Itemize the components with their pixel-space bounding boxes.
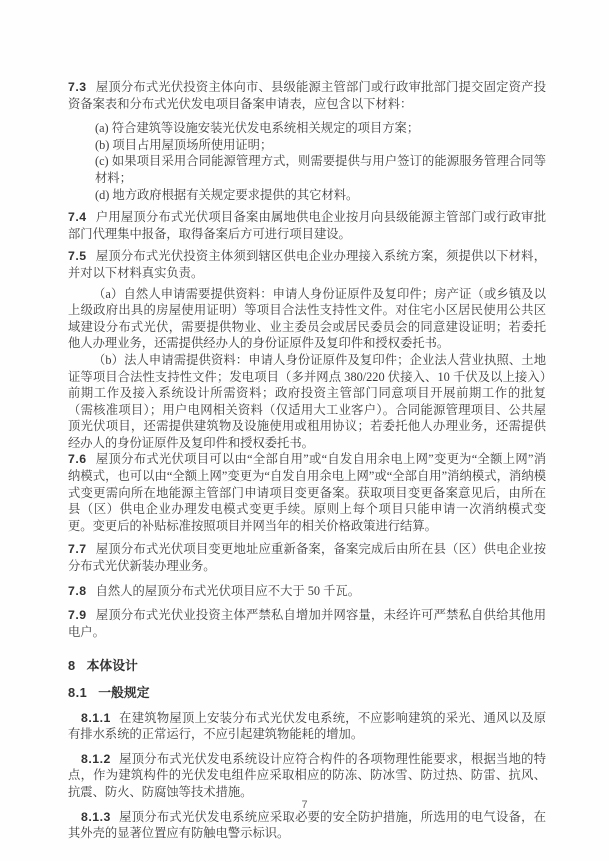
clause-7-9-text: 屋顶分布式光伏业投资主体严禁私自增加并网容量，未经许可严禁私自供给其他用电户。 <box>68 608 546 639</box>
clause-7-8-text: 自然人的屋顶分布式光伏项目应不大于 50 千瓦。 <box>95 583 360 598</box>
section-heading-8 <box>68 658 546 675</box>
list-item-d: (d) 地方政府根据有关规定要求提供的其它材料。 <box>95 187 359 202</box>
list-item-a: (a) 符合建筑等设施安装光伏发电系统相关规定的项目方案； <box>95 121 420 136</box>
clause-8-1-1-text: 在建筑物屋顶上安装分布式光伏发电系统，不应影响建筑的采光、通风以及原有排水系统的正常运行，不应引起建筑物能耗的增加。 <box>68 710 546 742</box>
section-8-1-title: 一般规定 <box>98 685 150 700</box>
clause-7-5 <box>68 248 546 281</box>
clause-7-4-number: 7.4 <box>68 210 87 225</box>
clause-8-1-2-number: 8.1.2 <box>81 751 111 766</box>
section-heading-8-1 <box>68 685 546 702</box>
list-item-b: (b) 项目占用屋顶场所使用证明； <box>95 137 273 152</box>
clause-7-3-text: 屋顶分布式光伏投资主体向市、县级能源主管部门或行政审批部门提交固定资产投资备案表和分布式光伏发电项目备案申请表，应包含以下材料： <box>68 80 546 111</box>
clause-7-5-number: 7.5 <box>68 249 87 264</box>
clause-8-1-2-text: 屋顶分布式光伏发电系统设计应符合构件的各项物理性能要求，根据当地的特点，作为建筑构件的光伏发电组件应采取相应的防冻、防冰雪、防过热、防雷、抗风、抗震、防火、防腐蚀等技术措施。 <box>68 751 546 799</box>
section-8-1-number: 8.1 <box>68 685 88 700</box>
clause-7-4-text: 户用屋顶分布式光伏项目备案由属地供电企业按月向县级能源主管部门或行政审批部门代理集中报备，取得备案后方可进行项目建设。 <box>68 210 546 241</box>
clause-8-1-1-number: 8.1.1 <box>81 710 111 725</box>
clause-7-9 <box>68 607 546 640</box>
clause-7-7-text: 屋顶分布式光伏项目变更地址应重新备案，备案完成后由所在县（区）供电企业按分布式光伏新装办理业务。 <box>68 542 546 574</box>
clause-7-6-number: 7.6 <box>68 452 87 467</box>
clause-8-1-1 <box>68 710 546 743</box>
clause-7-3 <box>68 79 546 112</box>
clause-8-1-2 <box>68 751 546 801</box>
section-8-title: 本体设计 <box>86 658 138 674</box>
clause-7-6-text: 屋顶分布式光伏项目可以由“全部自用”或“自发自用余电上网”变更为“全额上网”消纳模式，也可以由“全额上网”变更为“自发自用余电上网”或“全部自用”消纳模式，消纳模式变更需向所在地能源主管部门申请项目变更备案。获取项目变更备案意见后，由所在县（区）供电企业办理发电模式变更手续。原则上每个项目只能申请一次消纳模式变更。变更后的补贴标准按照项目并网当年的相关价格政策进行结算。 <box>68 452 546 533</box>
page-number: 7 <box>301 799 308 811</box>
list-item-c: (c) 如果项目采用合同能源管理方式，则需要提供与用户签订的能源服务管理合同等材料； <box>95 154 546 185</box>
paragraph-legal-person: （b）法人申请需提供资料：申请人身份证原件及复印件；企业法人营业执照、土地证等项目合法性支持性文件；发电项目（多并网点 380/220 伏接入、10 千伏及以上接入）前期工作及接入系统设计所需资料；政府投资主管部门同意项目开展前期工作的批复（需核准项目）；用户电网相关资料（仅适用大工业客户）。合同能源管理项目、公共屋顶光伏项目，还需提供建筑物及设施使用或租用协议；若委托他人办理业务，还需提供经办人的身份证原件及复印件和授权委托书。 <box>68 352 546 450</box>
clause-7-9-number: 7.9 <box>68 608 87 623</box>
paragraph-natural-person: （a）自然人申请需要提供资料：申请人身份证原件及复印件；房产证（或乡镇及以上级政府出具的房屋使用证明）等项目合法性支持性文件。对住宅小区居民使用公共区域建设分布式光伏，需要提供物业、业主委员会或居民委员会的同意建设证明；若委托他人办理业务，还需提供经办人的身份证原件及复印件和授权委托书。 <box>68 286 546 351</box>
clause-7-5-text: 屋顶分布式光伏投资主体须到辖区供电企业办理接入系统方案，须提供以下材料，并对以下材料真实负责。 <box>68 249 546 280</box>
section-8-number: 8 <box>68 658 76 674</box>
clause-7-8-number: 7.8 <box>68 583 87 598</box>
clause-7-8 <box>68 583 546 600</box>
clause-7-3-number: 7.3 <box>68 80 87 94</box>
clause-8-1-3-number: 8.1.3 <box>81 809 111 824</box>
clause-7-7-number: 7.7 <box>68 542 87 557</box>
clause-7-4 <box>68 209 546 242</box>
clause-8-1-3-text: 屋顶分布式光伏发电系统应采取必要的安全防护措施，所选用的电气设备，在其外壳的显著位置应有防触电警示标识。 <box>68 809 546 841</box>
materials-list <box>68 120 546 203</box>
clause-7-6 <box>68 451 546 534</box>
clause-7-7 <box>68 541 546 574</box>
